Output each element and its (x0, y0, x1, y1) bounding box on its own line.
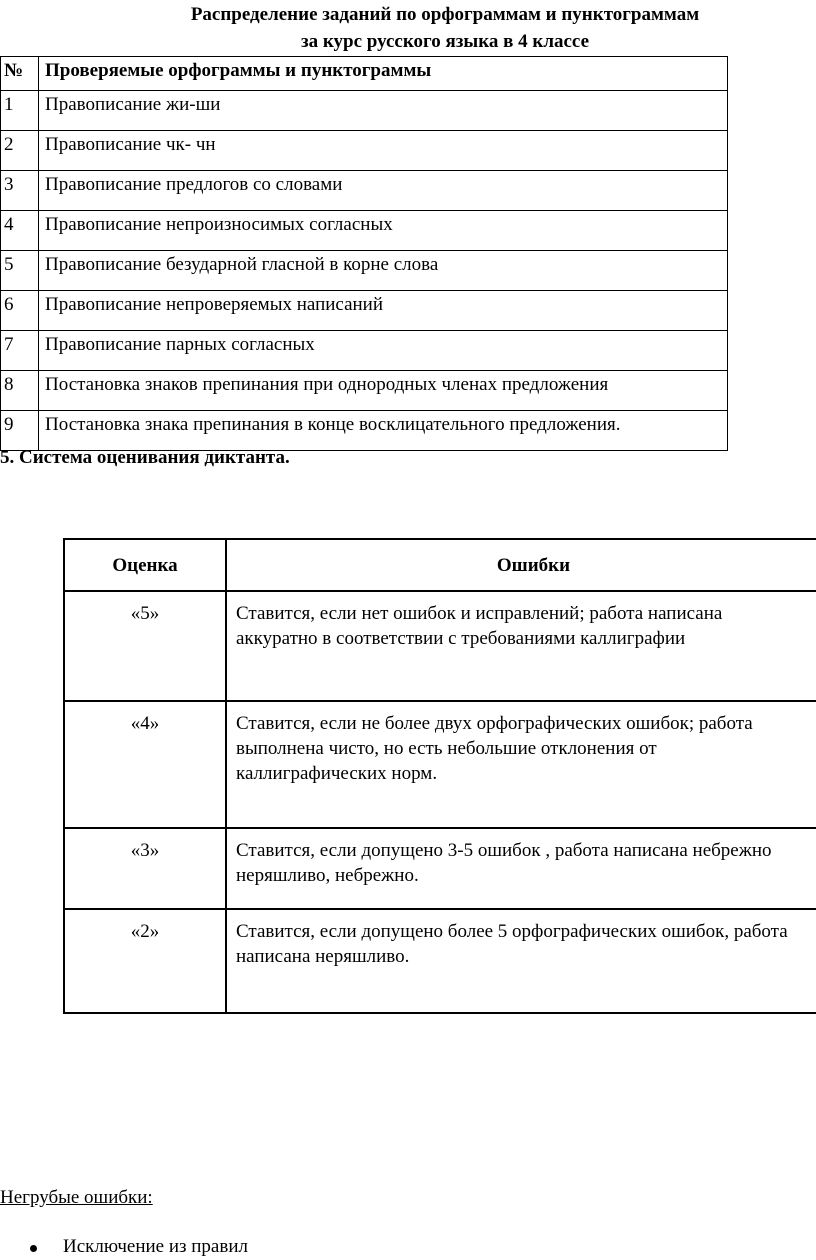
header-num: № (1, 57, 39, 91)
table-row (1, 411, 728, 451)
row-num: 2 (1, 131, 39, 171)
tasks-table-header (1, 57, 728, 91)
description-line: Ставится, если нет ошибок и исправлений; работа написана (236, 603, 723, 624)
row-num: 4 (1, 211, 39, 251)
grade-row (64, 828, 816, 909)
row-topic: Постановка знака препинания в конце восклицательного предложения. (39, 411, 728, 451)
row-topic: Правописание предлогов со словами (39, 171, 728, 211)
description-line: Ставится, если допущено более 5 орфографических ошибок, работа (236, 921, 788, 942)
row-topic: Постановка знаков препинания при однородных членах предложения (39, 371, 728, 411)
table-row (1, 211, 728, 251)
bullet-icon (30, 1245, 37, 1252)
header-errors: Ошибки (226, 539, 816, 591)
document-title-line-2: за курс русского языка в 4 классе (300, 31, 590, 52)
section-title: 5. Система оценивания диктанта. (0, 447, 290, 468)
header-grade: Оценка (64, 539, 226, 591)
grade-value: «3» (64, 828, 226, 909)
grading-table (63, 538, 816, 1014)
grade-value: «5» (64, 591, 226, 701)
description-line: неряшливо, небрежно. (236, 865, 419, 886)
grade-value: «2» (64, 909, 226, 1013)
row-topic: Правописание непроверяемых написаний (39, 291, 728, 331)
header-topic: Проверяемые орфограммы и пунктограммы (39, 57, 728, 91)
grade-description (226, 828, 816, 909)
row-topic: Правописание жи-ши (39, 91, 728, 131)
table-row (1, 251, 728, 291)
description-line: выполнена чисто, но есть небольшие отклонения от (236, 738, 657, 759)
table-row (1, 91, 728, 131)
row-num: 9 (1, 411, 39, 451)
grading-table-header (64, 539, 816, 591)
row-num: 8 (1, 371, 39, 411)
description-line: аккуратно в соответствии с требованиями каллиграфии (236, 628, 686, 649)
row-num: 5 (1, 251, 39, 291)
description-line: Ставится, если допущено 3-5 ошибок , работа написана небрежно (236, 840, 772, 861)
grade-row (64, 701, 816, 828)
row-topic: Правописание чк- чн (39, 131, 728, 171)
tasks-table (0, 56, 728, 451)
minor-errors-heading: Негрубые ошибки: (0, 1187, 153, 1208)
description-line: Ставится, если не более двух орфографических ошибок; работа (236, 713, 753, 734)
description-line: каллиграфических норм. (236, 763, 438, 784)
table-row (1, 291, 728, 331)
grade-row (64, 591, 816, 701)
grade-row (64, 909, 816, 1013)
table-row (1, 171, 728, 211)
grade-value: «4» (64, 701, 226, 828)
row-num: 7 (1, 331, 39, 371)
grade-description (226, 701, 816, 828)
row-topic: Правописание непроизносимых согласных (39, 211, 728, 251)
grade-description (226, 591, 816, 701)
row-num: 1 (1, 91, 39, 131)
row-topic: Правописание безударной гласной в корне слова (39, 251, 728, 291)
table-row (1, 331, 728, 371)
list-item-text: Исключение из правил (63, 1236, 248, 1257)
table-row (1, 371, 728, 411)
document-title-line-1: Распределение заданий по орфограммам и пунктограммам (190, 4, 700, 25)
row-num: 6 (1, 291, 39, 331)
row-num: 3 (1, 171, 39, 211)
description-line: написана неряшливо. (236, 946, 410, 967)
table-row (1, 131, 728, 171)
row-topic: Правописание парных согласных (39, 331, 728, 371)
grade-description (226, 909, 816, 1013)
